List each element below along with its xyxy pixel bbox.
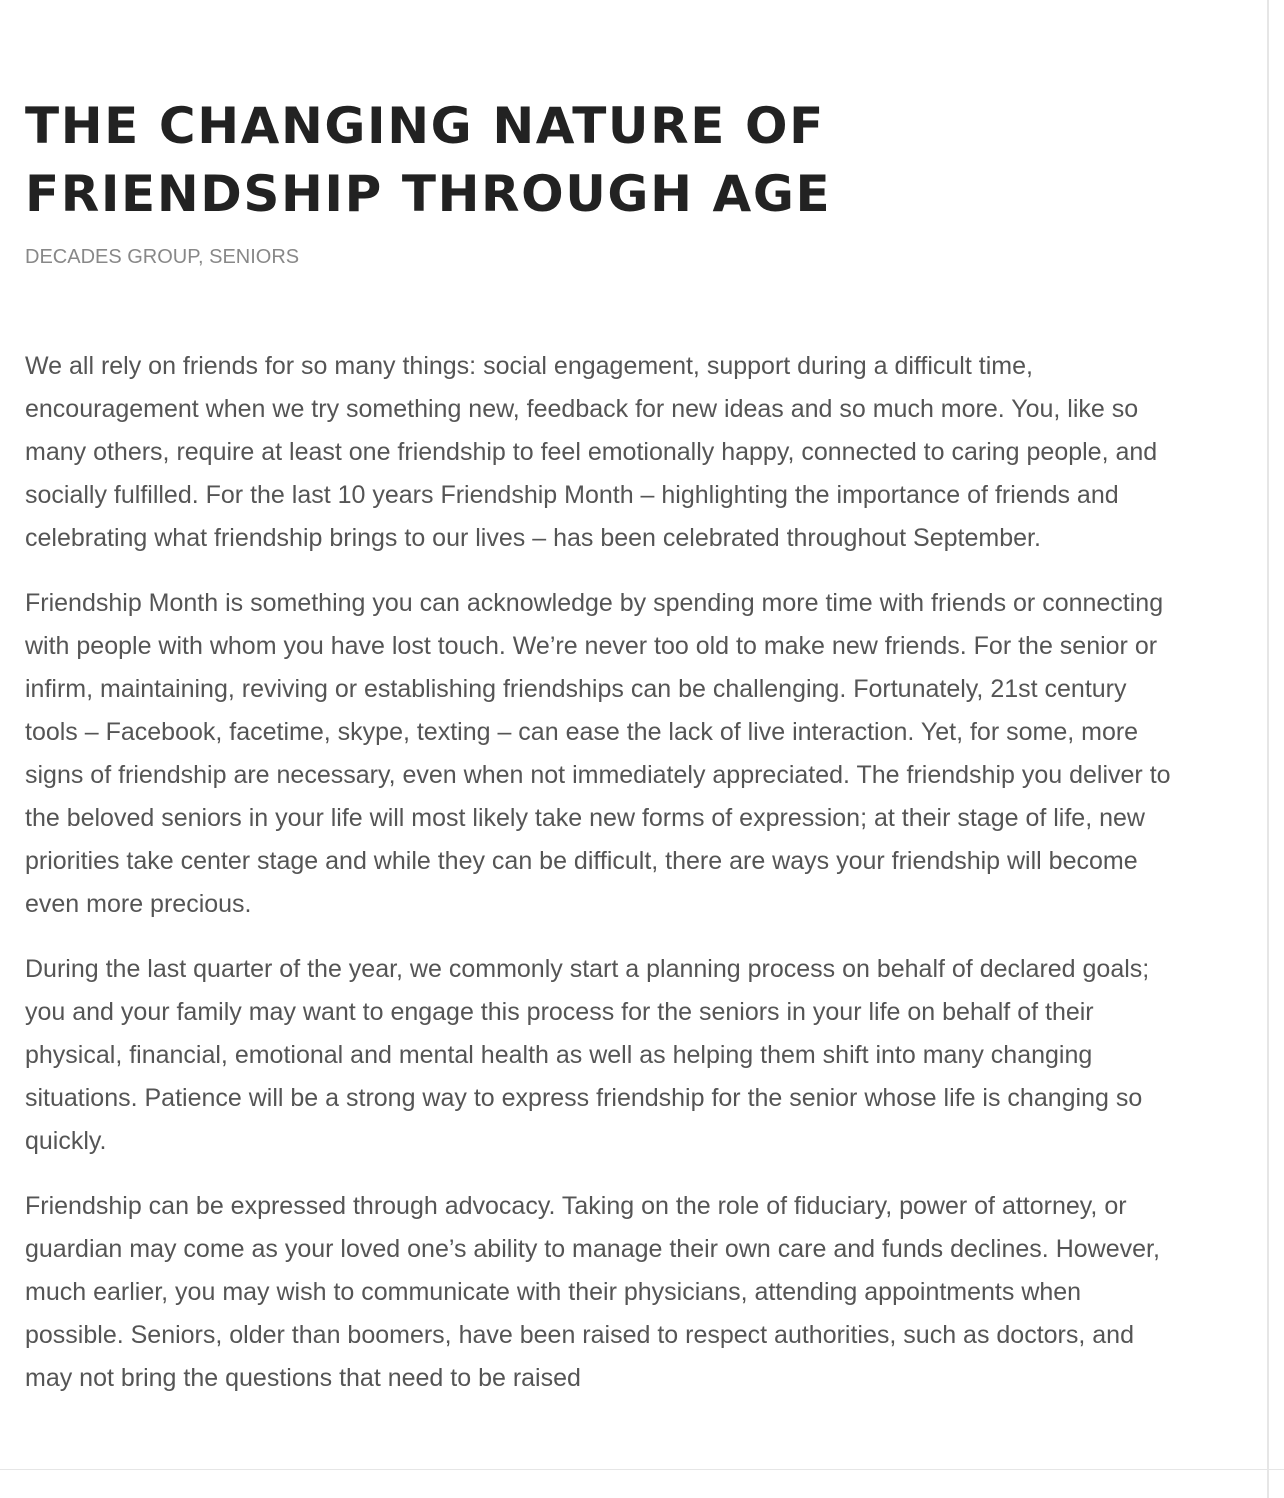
post-body [25, 345, 1175, 1400]
post-paragraph: During the last quarter of the year, we commonly start a planning process on behalf of declared goals; you and your family may want to engage this process for the seniors in your life on behalf of their physical, financial, emotional and mental health as well as helping them shift into many changing situations. Patience will be a strong way to express friendship for the senior whose life is changing so quickly. [25, 955, 1150, 1155]
post-paragraph: Friendship can be expressed through advocacy. Taking on the role of fiduciary, power of attorney, or guardian may come as your loved one’s ability to manage their own care and funds declines. However, much earlier, you may wish to communicate with their physicians, attending appointments when possible. Seniors, older than boomers, have been raised to respect authorities, such as doctors, and may not bring the questions that need to be raised [25, 1192, 1160, 1392]
blog-post [25, 92, 1175, 1422]
post-paragraph: Friendship Month is something you can acknowledge by spending more time with friends or connecting with people with whom you have lost touch. We’re never too old to make new friends. For the senior or infirm, maintaining, reviving or establishing friendships can be challenging. Fortunately, 21st century tools – Facebook, facetime, skype, texting – can ease the lack of live interaction. Yet, for some, more signs of friendship are necessary, even when not immediately appreciated. The friendship you deliver to the beloved seniors in your life will most likely take new forms of expression; at their stage of life, new priorities take center stage and while they can be difficult, there are ways your friendship will become even more precious. [25, 589, 1171, 918]
post-title: THE CHANGING NATURE OF FRIENDSHIP THROUGH AGE [25, 97, 832, 223]
bottom-divider [0, 1469, 1284, 1470]
post-categories[interactable]: DECADES GROUP, SENIORS [25, 246, 300, 268]
post-paragraph: We all rely on friends for so many things: social engagement, support during a difficult time, encouragement when we try something new, feedback for new ideas and so much more. You, like so many others, require at least one friendship to feel emotionally happy, connected to caring people, and socially fulfilled. For the last 10 years Friendship Month – highlighting the importance of friends and celebrating what friendship brings to our lives – has been celebrated throughout September. [25, 352, 1158, 552]
right-divider [1267, 0, 1269, 1498]
